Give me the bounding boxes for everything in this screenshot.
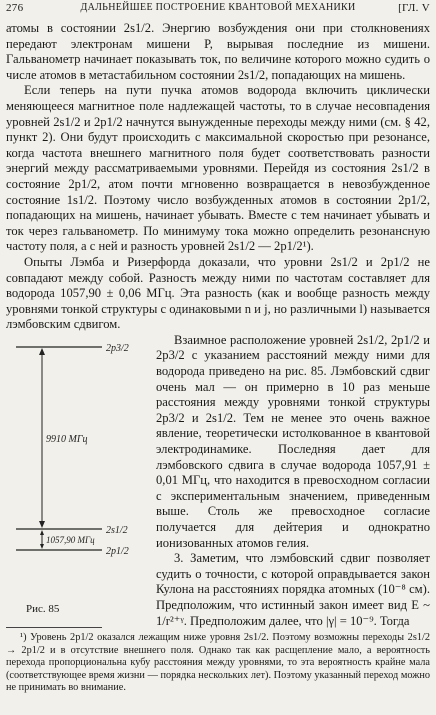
figure-caption: Рис. 85 (26, 602, 60, 615)
level-label-2s1/2: 2s1/2 (106, 524, 128, 536)
figure-85 (6, 335, 148, 653)
page-number: 276 (6, 2, 24, 14)
paragraph-4: Взаимное расположение уровней 2s1/2, 2p1/2 и 2p3/2 с указанием расстояний между ними для водорода приведено на рис. 85. Лэмбовский сдвиг очень мал — он примерно в 10 раз меньше расстояния между уровнями тонкой структуры 2p3/2 и 2s1/2. Тем не менее это очень важное явление, теоретически истолкованное в квантовой электродинамике. Последняя дает для лэмбовского сдвига в случае водорода 1057,91 ± 0,01 МГц, что находится в превосходном согласии с экспериментальным значением, приведенным выше. Столь же превосходное согласие получается для дейтерия и однократно ионизованных атомов гелия. (156, 332, 430, 550)
footnote-text: ¹) Уровень 2p1/2 оказался лежащим ниже уровня 2s1/2. Поэтому возможны переходы 2s1/2 → 2p1/2 и в отсутствие внешнего поля. Однако так как расщепление мало, а вероятность перехода пропорциональна кубу расстояния между уровнями, то эта вероятность крайне мала (соответствующее время жизни — порядка нескольких лет). Поэтому указанный переход можно не принимать во внимание. (6, 632, 430, 694)
level-label-2p3/2: 2p3/2 (106, 342, 129, 354)
gap-label-9910: 9910 МГц (46, 433, 88, 445)
energy-level-diagram (6, 335, 148, 600)
footnote-rule (6, 627, 102, 628)
chapter-label: [ГЛ. V (398, 2, 430, 14)
level-label-2p1/2: 2p1/2 (106, 545, 129, 557)
running-header (6, 2, 430, 18)
paragraph-5: 3. Заметим, что лэмбовский сдвиг позволяет судить о точности, с которой оправдывается закон Кулона на расстояниях порядка атомных (10⁻⁸ см). Предположим, что истинный закон имеет вид E ~ 1/r²⁺ᵞ. Предположим далее, что |γ| = 10⁻⁹. Тогда (156, 551, 430, 628)
paragraph-1: атомы в состоянии 2s1/2. Энергию возбуждения они при столкновениях передают электронам мишени P, вырывая последние из мишени. Гальванометр начинает показывать ток, по величине которого можно судить о числе атомов в метастабильном состоянии 2s1/2, попадающих на мишень. (6, 21, 430, 82)
paragraph-2: Если теперь на пути пучка атомов водорода включить циклически меняющееся магнитное поле надлежащей частоты, то в случае несовпадения уровней 2s1/2 и 2p1/2 начнутся вынужденные переходы между ними (см. § 42, пункт 2). Они будут происходить с максимальной скоростью при резонансе, когда частота внешнего магнитного поля будет соответствовать разности энергий между рассматриваемыми уровнями. Перейдя из состояния 2s1/2 в состояние 2p1/2, атом почти мгновенно возвращается в невозбужденное состояние 1s1/2. Поэтому число возбужденных атомов в состоянии 2p1/2, попадающих на мишень, начинает убывать. Вместе с тем начинает убывать и ток через гальванометр. По минимуму тока можно определить резонансную частоту поля, а с ней и разность уровней 2s1/2 — 2p1/2¹). (6, 83, 430, 254)
gap-label-1057: 1057,90 МГц (46, 534, 95, 545)
running-title: ДАЛЬНЕЙШЕЕ ПОСТРОЕНИЕ КВАНТОВОЙ МЕХАНИКИ (80, 2, 356, 13)
body-text (6, 21, 430, 653)
paragraph-3: Опыты Лэмба и Ризерфорда доказали, что уровни 2s1/2 и 2p1/2 не совпадают между собой. Разность между ними по частотам составляет для водорода 1057,90 ± 0,06 МГц. Эта разность (как и вообще разность между уровнями тонкой структуры с одинаковыми n и j, но различными l) называется лэмбовским сдвигом. (6, 254, 430, 332)
footnote (6, 627, 430, 695)
